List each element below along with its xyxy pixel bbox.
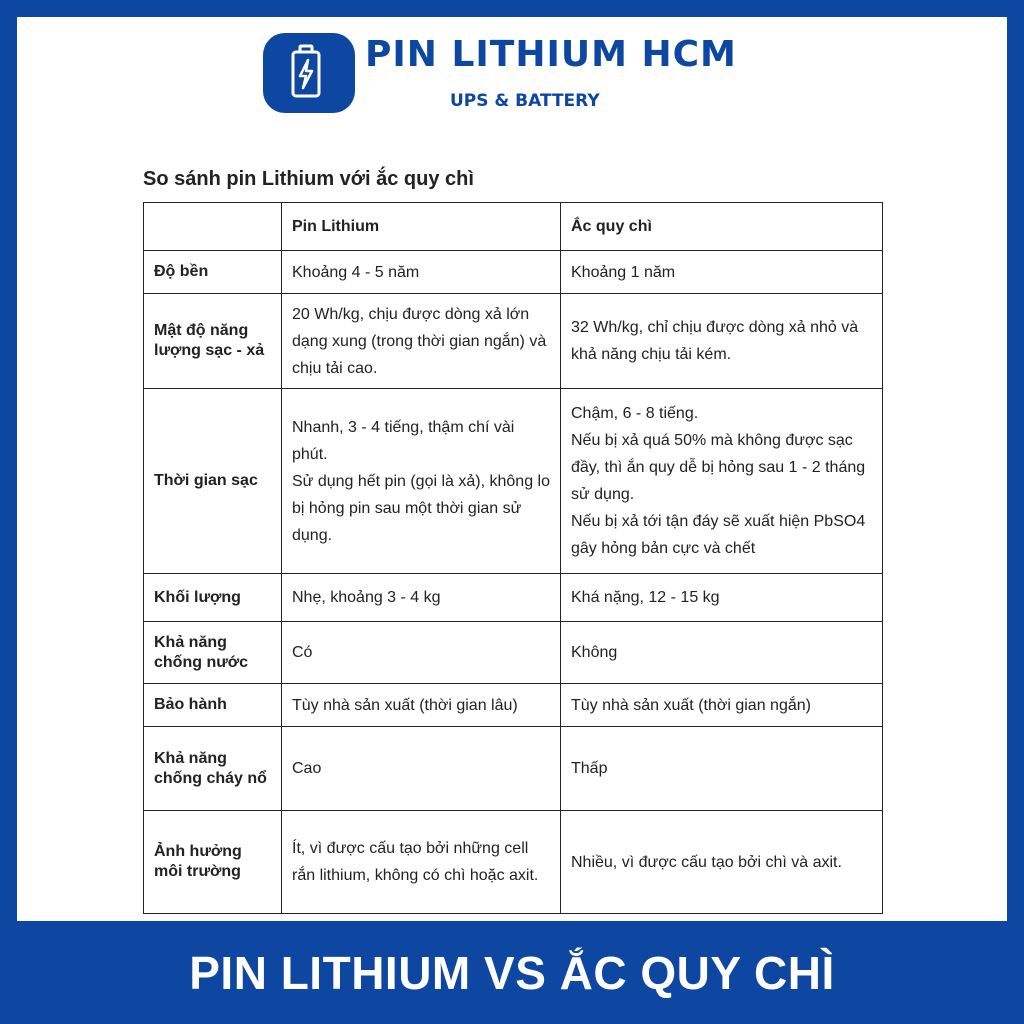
lead-cell: Tùy nhà sản xuất (thời gian ngắn) [561, 684, 883, 727]
table-row [144, 389, 883, 574]
table-row [144, 684, 883, 727]
lithium-cell: Cao [282, 727, 561, 811]
battery-bolt-icon [263, 33, 355, 113]
lead-cell: Khá nặng, 12 - 15 kg [561, 574, 883, 622]
cell-line: Nếu bị xả quá 50% mà không được sạc đầy, thì ắn quy dễ bị hỏng sau 1 - 2 tháng sử dụng. [571, 432, 866, 503]
comparison-table [143, 202, 883, 914]
header-cell-lithium: Pin Lithium [282, 203, 561, 251]
header-cell-empty [144, 203, 282, 251]
lithium-cell: Có [282, 622, 561, 684]
brand-logo [263, 33, 355, 113]
cell-line: Sử dụng hết pin (gọi là xả), không lo bị hỏng pin sau một thời gian sử dụng. [292, 472, 550, 544]
lithium-cell: Tùy nhà sản xuất (thời gian lâu) [282, 684, 561, 727]
table-row [144, 294, 883, 389]
table-header-row [144, 203, 883, 251]
row-label: Khả năng chống nước [144, 622, 282, 684]
table-row [144, 251, 883, 294]
row-label: Khả năng chống cháy nổ [144, 727, 282, 811]
row-label: Thời gian sạc [144, 389, 282, 574]
footer-banner-title: PIN LITHIUM VS ẮC QUY CHÌ [189, 946, 835, 999]
cell-line: Nếu bị xả tới tận đáy sẽ xuất hiện PbSO4 gây hỏng bản cực và chết [571, 513, 866, 557]
table-row [144, 727, 883, 811]
page-title: So sánh pin Lithium với ắc quy chì [143, 168, 474, 190]
lithium-cell: Ít, vì được cấu tạo bởi những cell rắn lithium, không có chì hoặc axit. [282, 811, 561, 914]
row-label: Bảo hành [144, 684, 282, 727]
brand-name: PIN LITHIUM HCM [365, 34, 737, 75]
table-row [144, 811, 883, 914]
row-label: Ảnh hưởng môi trường [144, 811, 282, 914]
lead-cell: Thấp [561, 727, 883, 811]
lead-cell: Không [561, 622, 883, 684]
table-row [144, 574, 883, 622]
lithium-cell: 20 Wh/kg, chịu được dòng xả lớn dạng xung (trong thời gian ngắn) và chịu tải cao. [282, 294, 561, 389]
lithium-cell [282, 389, 561, 574]
lead-cell: Nhiều, vì được cấu tạo bởi chì và axit. [561, 811, 883, 914]
row-label: Khối lượng [144, 574, 282, 622]
lithium-cell: Khoảng 4 - 5 năm [282, 251, 561, 294]
cell-line: Chậm, 6 - 8 tiếng. [571, 405, 699, 422]
cell-line: Nhanh, 3 - 4 tiếng, thậm chí vài phút. [292, 418, 515, 463]
row-label: Mật độ năng lượng sạc - xả [144, 294, 282, 389]
table-row [144, 622, 883, 684]
row-label: Độ bền [144, 251, 282, 294]
lead-cell: Khoảng 1 năm [561, 251, 883, 294]
lead-cell: 32 Wh/kg, chỉ chịu được dòng xả nhỏ và khả năng chịu tải kém. [561, 294, 883, 389]
header-cell-lead: Ắc quy chì [561, 203, 883, 251]
brand-tagline: UPS & BATTERY [450, 91, 600, 111]
lead-cell [561, 389, 883, 574]
lithium-cell: Nhẹ, khoảng 3 - 4 kg [282, 574, 561, 622]
